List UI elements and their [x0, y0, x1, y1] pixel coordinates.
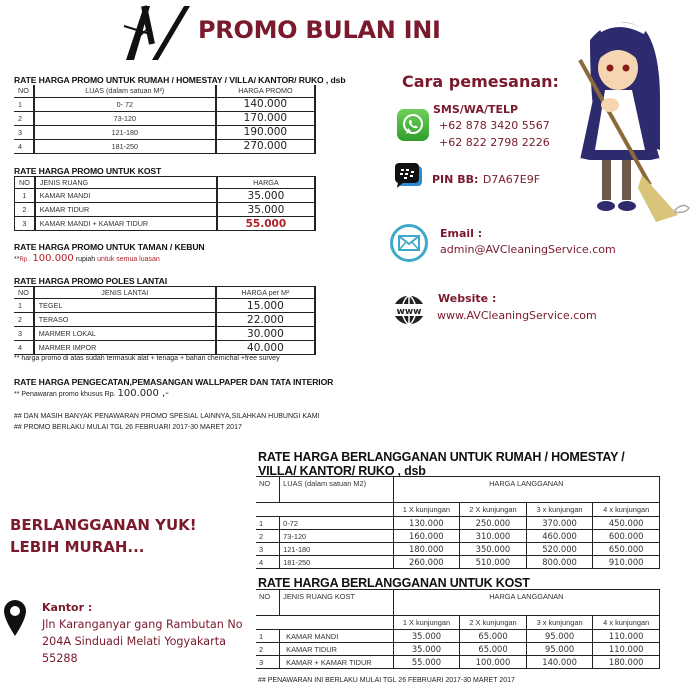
table-row [15, 189, 316, 203]
maid-mascot-illustration [560, 10, 700, 225]
bb-pin-value: D7A67E9F [482, 173, 541, 186]
phone-1[interactable]: +62 878 3420 5567 [439, 119, 550, 132]
table-row [14, 299, 315, 313]
col-visit-3: 3 x kunjungan [526, 616, 593, 630]
col-area: LUAS (dalam satuan M²) [34, 85, 216, 97]
sub-home-table [256, 476, 660, 569]
globe-www-icon [389, 290, 429, 330]
col-room: JENIS RUANG [35, 177, 217, 189]
table-header [14, 287, 315, 299]
promo-home-title: RATE HARGA PROMO UNTUK RUMAH / HOMESTAY / VILLA/ KANTOR/ RUKO , dsb [14, 75, 346, 85]
row-price: 140.000 [216, 97, 315, 111]
table-subheader [256, 616, 660, 630]
col-price: HARGA per M² [216, 287, 315, 299]
bb-pin: PIN BB: D7A67E9F [432, 173, 541, 186]
col-floor: JENIS LANTAI [34, 287, 216, 299]
row-no: 2 [15, 203, 35, 217]
row-area: 0- 72 [34, 97, 216, 111]
promo-kost-title: RATE HARGA PROMO UNTUK KOST [14, 166, 162, 176]
table-subheader [256, 503, 660, 517]
blackberry-messenger-icon [394, 162, 424, 190]
contact-heading: Cara pemesanan: [402, 72, 559, 91]
row-price: 40.000 [216, 341, 315, 355]
promo-paint-note: ** Penawaran promo khusus Rp. 100.000 ,- [14, 388, 169, 399]
table-row: 1 KAMAR MANDI 35.000 65.000 95.000 110.000 [256, 630, 660, 643]
table-row [14, 327, 315, 341]
row-price: 190.000 [216, 125, 315, 139]
table-header [256, 590, 660, 616]
col-no: NO [14, 287, 34, 299]
row-room: KAMAR MANDI + KAMAR TIDUR [35, 217, 217, 231]
row-floor: TEGEL [34, 299, 216, 313]
garden-price: 100.000 [32, 253, 74, 264]
row-no: 4 [14, 341, 34, 355]
row-floor: MARMER LOKAL [34, 327, 216, 341]
promo-kost-table [14, 176, 316, 231]
email-link[interactable]: admin@AVCleaningService.com [440, 243, 616, 256]
row-area: 121-180 [34, 125, 216, 139]
paint-price: 100.000 ,- [117, 388, 169, 399]
col-no: NO [14, 85, 34, 97]
promo-floor-note: ** harga promo di atas sudah termasuk alat + tenaga + bahan chemichal +free survey [14, 355, 280, 362]
phone-2[interactable]: +62 822 2798 2226 [439, 136, 550, 149]
row-no: 1 [15, 189, 35, 203]
row-no: 3 [14, 327, 34, 341]
whatsapp-icon [397, 109, 429, 141]
table-row: 3 121-180 180.000 350.000 520.000 650.000 [256, 543, 660, 556]
website-link[interactable]: www.AVCleaningService.com [437, 309, 597, 322]
table-row [15, 217, 316, 231]
email-label: Email : [440, 227, 483, 240]
table-row: 1 0-72 130.000 250.000 370.000 450.000 [256, 517, 660, 530]
row-no: 1 [14, 299, 34, 313]
row-area: 181-250 [34, 139, 216, 153]
svg-text:www: www [396, 307, 422, 317]
promo-garden-title: RATE HARGA PROMO UNTUK TAMAN / KEBUN [14, 242, 205, 252]
col-visit-2: 2 X kunjungan [460, 616, 527, 630]
map-pin-icon [3, 599, 27, 637]
col-no: NO [15, 177, 35, 189]
table-row [14, 313, 315, 327]
table-row [14, 125, 315, 139]
row-price: 15.000 [216, 299, 315, 313]
office-label: Kantor : [42, 601, 93, 614]
row-price: 30.000 [216, 327, 315, 341]
col-visit-3: 3 x kunjungan [526, 503, 593, 517]
col-visit-2: 2 X kunjungan [460, 503, 527, 517]
row-price: 35.000 [217, 189, 315, 203]
table-row: 4 181-250 260.000 510.000 800.000 910.000 [256, 556, 660, 569]
table-row [14, 139, 315, 153]
row-area: 73-120 [34, 111, 216, 125]
table-row [14, 341, 315, 355]
sub-footnote: ## PENAWARAN INI BERLAKU MULAI TGL 26 FEBRUARI 2017-30 MARET 2017 [258, 677, 515, 684]
cta-subscribe [10, 514, 197, 558]
promo-floor-table [14, 286, 316, 355]
col-price: HARGA [217, 177, 315, 189]
row-price-highlight: 55.000 [217, 217, 315, 231]
col-group-header: HARGA LANGGANAN [393, 590, 659, 616]
row-no: 4 [14, 139, 34, 153]
footnote-more-promo: ## DAN MASIH BANYAK PENAWARAN PROMO SPESIAL LAINNYA,SILAHKAN HUBUNGI KAMI [14, 413, 320, 420]
row-price: 22.000 [216, 313, 315, 327]
footnote-validity: ## PROMO BERLAKU MULAI TGL 26 FEBRUARI 2017-30 MARET 2017 [14, 424, 242, 431]
table-row [15, 203, 316, 217]
sub-home-title: RATE HARGA BERLANGGANAN UNTUK RUMAH / HOMESTAY / VILLA/ KANTOR/ RUKO , dsb [258, 450, 625, 478]
col-visit-4: 4 x kunjungan [593, 616, 660, 630]
row-no: 2 [14, 111, 34, 125]
col-area: LUAS (dalam satuan M2) [280, 477, 393, 503]
page-title: PROMO BULAN INI [198, 16, 441, 44]
row-floor: TERASO [34, 313, 216, 327]
av-logo [122, 4, 194, 62]
table-header [14, 85, 315, 97]
row-floor: MARMER IMPOR [34, 341, 216, 355]
table-header [15, 177, 316, 189]
table-row [14, 97, 315, 111]
col-group-header: HARGA LANGGANAN [393, 477, 659, 503]
row-room: KAMAR TIDUR [35, 203, 217, 217]
table-row: 2 73-120 160.000 310.000 460.000 600.000 [256, 530, 660, 543]
phone-label: SMS/WA/TELP [433, 103, 519, 116]
cta-line-2: LEBIH MURAH... [10, 538, 145, 556]
promo-home-table [14, 85, 316, 154]
table-header [256, 477, 660, 503]
promo-paint-title: RATE HARGA PENGECATAN,PEMASANGAN WALLPAPER DAN TATA INTERIOR [14, 377, 334, 387]
col-price: HARGA PROMO [216, 85, 315, 97]
row-price: 170.000 [216, 111, 315, 125]
promo-garden-note: **Rp . 100.000 rupiah untuk semua luasan [14, 253, 160, 264]
row-room: KAMAR MANDI [35, 189, 217, 203]
table-row [14, 111, 315, 125]
row-price: 270.000 [216, 139, 315, 153]
sub-kost-title: RATE HARGA BERLANGGANAN UNTUK KOST [258, 576, 530, 590]
website-label: Website : [438, 292, 497, 305]
row-no: 1 [14, 97, 34, 111]
promo-floor-title: RATE HARGA PROMO POLES LANTAI [14, 276, 168, 286]
table-row: 2 KAMAR TIDUR 35.000 65.000 95.000 110.000 [256, 643, 660, 656]
cta-line-1: BERLANGGANAN YUK! [10, 516, 197, 534]
col-no: NO [256, 590, 280, 616]
email-icon [390, 224, 428, 262]
table-row: 3 KAMAR + KAMAR TIDUR 55.000 100.000 140.000 180.000 [256, 656, 660, 669]
col-visit-4: 4 x kunjungan [593, 503, 660, 517]
col-no: NO [256, 477, 280, 503]
sub-kost-table [256, 589, 660, 669]
office-address: Jln Karanganyar gang Rambutan No 204A Sinduadi Melati Yogyakarta 55288 [42, 618, 243, 665]
col-visit-1: 1 X kunjungan [393, 503, 460, 517]
col-room: JENIS RUANG KOST [280, 590, 394, 616]
row-no: 3 [15, 217, 35, 231]
row-no: 2 [14, 313, 34, 327]
row-no: 3 [14, 125, 34, 139]
col-visit-1: 1 X kunjungan [393, 616, 460, 630]
row-price: 35.000 [217, 203, 315, 217]
